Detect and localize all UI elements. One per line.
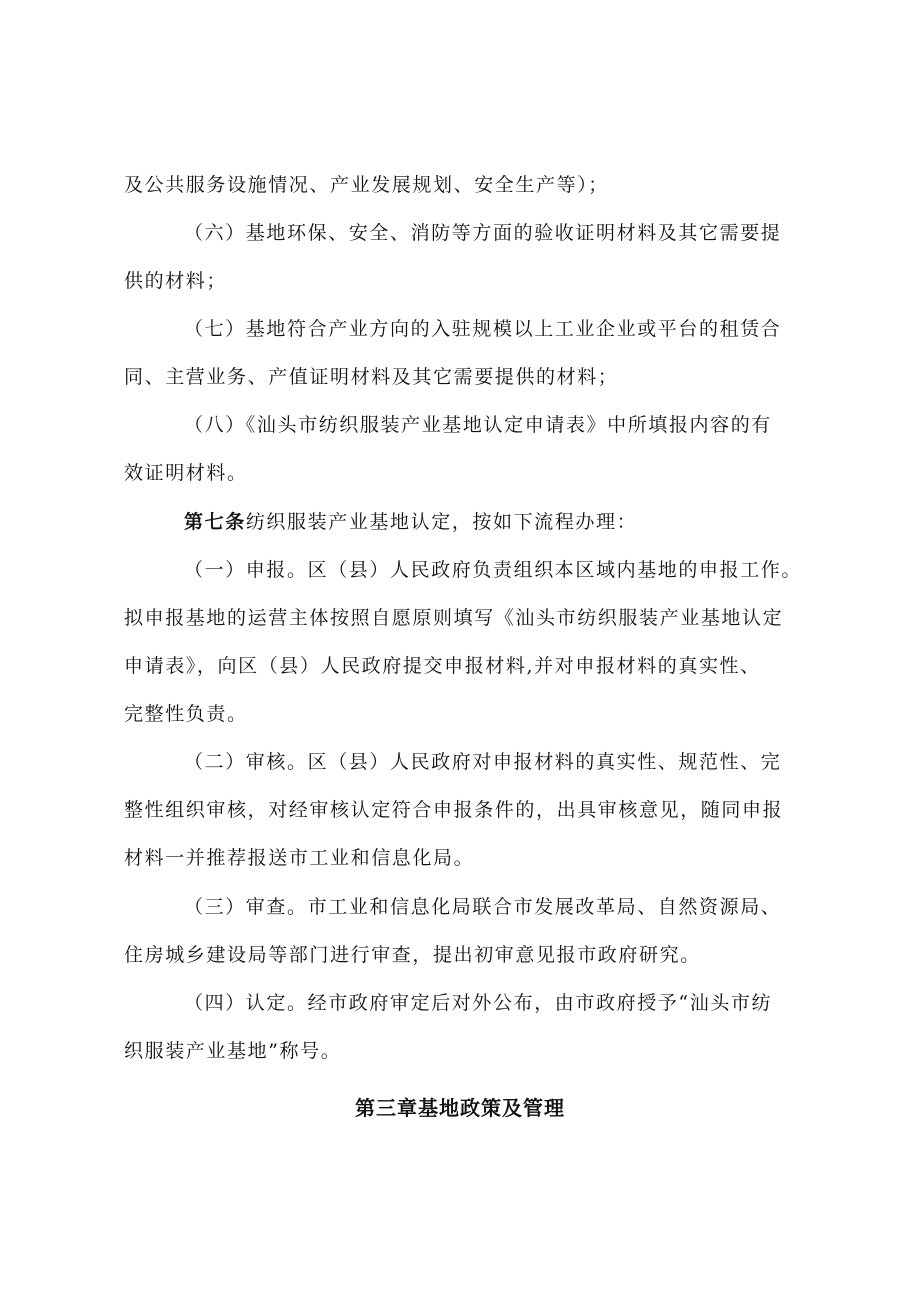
step-line: 申请表》，向区（县）人民政府提交申报材料,并对申报材料的真实性、 — [124, 655, 761, 677]
step-line: 住房城乡建设局等部门进行审查，提出初审意见报市政府研究。 — [124, 944, 701, 966]
chapter-heading: 第三章基地政策及管理 — [355, 1096, 565, 1120]
step-line: （一）申报。区（县）人民政府负责组织本区域内基地的申报工作。 — [184, 559, 803, 581]
paragraph-line: 及公共服务设施情况、产业发展规划、安全生产等）； — [124, 174, 609, 196]
paragraph-line: 效证明材料。 — [124, 462, 248, 484]
paragraph-line: （六）基地环保、安全、消防等方面的验收证明材料及其它需要提 — [184, 222, 782, 244]
article-7 — [184, 510, 814, 534]
step-line: 材料一并推荐报送市工业和信息化局。 — [124, 847, 475, 869]
article-7-label: 第七条 — [184, 511, 246, 533]
step-line: （二）审核。区（县）人民政府对申报材料的真实性、规范性、完 — [184, 751, 782, 773]
paragraph-line: （八）《汕头市纺织服装产业基地认定申请表》中所填报内容的有 — [184, 414, 772, 436]
paragraph-line: （七）基地符合产业方向的入驻规模以上工业企业或平台的租赁合 — [184, 318, 782, 340]
step-line: （三）审查。市工业和信息化局联合市发展改革局、自然资源局、 — [184, 896, 782, 918]
step-line: （四）认定。经市政府审定后对外公布，由市政府授予“汕头市纺 — [184, 992, 773, 1014]
paragraph-line: 供的材料； — [124, 270, 228, 292]
paragraph-line: 同、主营业务、产值证明材料及其它需要提供的材料； — [124, 366, 619, 388]
step-line: 整性组织审核，对经审核认定符合申报条件的，出具审核意见，随同申报 — [124, 799, 784, 821]
step-line: 完整性负责。 — [124, 703, 248, 725]
article-7-text: 纺织服装产业基地认定，按如下流程办理： — [245, 511, 638, 533]
step-line: 织服装产业基地”称号。 — [124, 1040, 342, 1062]
step-line: 拟申报基地的运营主体按照自愿原则填写《汕头市纺织服装产业基地认定 — [124, 607, 784, 629]
